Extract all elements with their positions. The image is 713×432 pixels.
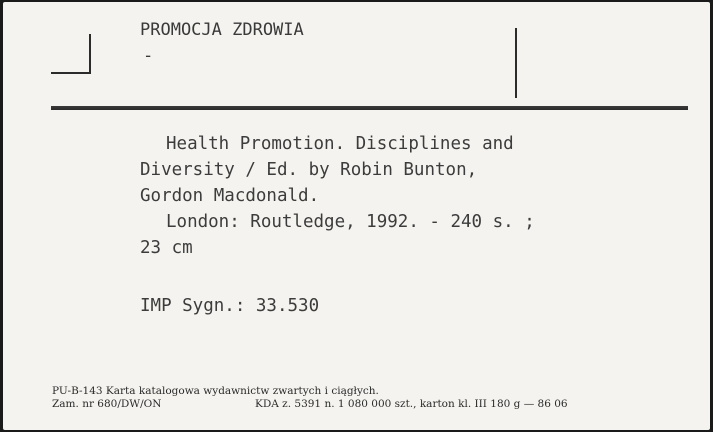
call-number: IMP Sygn.: 33.530 [140,296,320,316]
title-line-2: Diversity / Ed. by Robin Bunton, [140,160,478,180]
subject-dash: - [143,46,154,66]
dimensions-line: 23 cm [140,238,193,258]
editors-line: Gordon Macdonald. [140,186,320,206]
footer-form-line: PU-B-143 Karta katalogowa wydawnictw zwartych i ciągłych. [52,385,379,397]
title-line-1: Health Promotion. Disciplines and [166,134,514,154]
corner-mark-horizontal [51,72,91,74]
subject-heading: PROMOCJA ZDROWIA [140,20,304,40]
footer-print-info: KDA z. 5391 n. 1 080 000 szt., karton kl. III 180 g — 86 06 [255,398,568,410]
catalog-card [3,2,710,430]
vertical-rule [515,28,517,98]
imprint-line: London: Routledge, 1992. - 240 s. ; [166,212,535,232]
footer-order-number: Zam. nr 680/DW/ON [52,398,162,410]
corner-mark-vertical [89,34,91,74]
horizontal-rule [51,106,688,110]
